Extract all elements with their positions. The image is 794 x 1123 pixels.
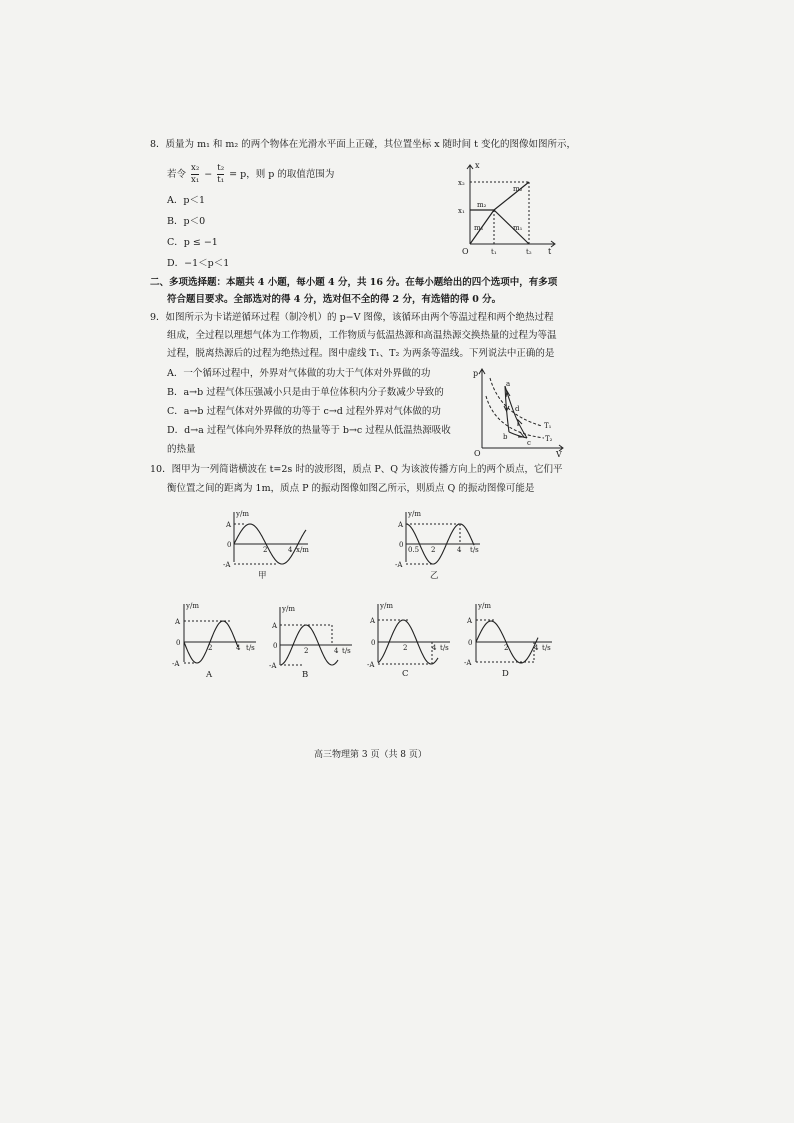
choice-d-amp-pos: A [467, 617, 473, 625]
q8-tick-t2: t₂ [526, 248, 532, 256]
choice-a-amp-pos: A [175, 618, 181, 626]
q8-label-m1-after: m₁ [513, 224, 523, 232]
yi-caption: 乙 [430, 571, 439, 581]
q9-stem-line2: 组成，全过程以理想气体为工作物质，工作物质与低温热源和高温热源交换热量的过程为等温 [167, 330, 557, 341]
q8-stem: 8．质量为 m₁ 和 m₂ 的两个物体在光滑水平面上正碰，其位置坐标 x 随时间 t 变化的图像如图所示， [150, 139, 577, 150]
q9-option-b: B．a→b 过程气体压强减小只是由于单位体积内分子数减少导致的 [167, 387, 444, 398]
choice-d-amp-neg: -A [464, 659, 472, 667]
q10-choice-a-graph [170, 600, 260, 682]
q9-v-label: V [556, 450, 562, 459]
choice-c-origin: 0 [371, 639, 376, 647]
choice-a-amp-neg: -A [172, 660, 180, 668]
jia-x-label: x/m [296, 546, 309, 554]
choice-d-origin: 0 [468, 639, 473, 647]
choice-a-caption: A [206, 670, 213, 680]
q9-label-t1: T₁ [544, 422, 552, 430]
q8-xt-graph [450, 160, 560, 260]
q9-option-c: C．a→b 过程气体对外界做的功等于 c→d 过程外界对气体做的功 [167, 406, 441, 417]
choice-a-origin: 0 [176, 639, 181, 647]
choice-c-amp-pos: A [370, 617, 376, 625]
q9-process-cd [513, 410, 527, 438]
q8-fraction-t: $\frac{\text{t₂}}{\text{t₁}}$ [217, 163, 225, 185]
q10-stem-line2: 衡位置之间的距离为 1m，质点 P 的振动图像如图乙所示，则质点 Q 的振动图像可能是 [167, 483, 535, 494]
q8-tick-x1: x₁ [458, 207, 465, 215]
q8-m1-line-after [494, 210, 529, 244]
choice-a-tick-2: 2 [208, 644, 213, 652]
q9-option-d-cont: 的热量 [167, 444, 196, 455]
choice-b-t-label: t/s [342, 647, 351, 655]
yi-tick-2: 2 [431, 546, 436, 554]
page-footer: 高三物理第 3 页（共 8 页） [314, 750, 427, 760]
jia-amp-neg: -A [223, 561, 231, 569]
choice-c-caption: C [402, 669, 409, 679]
q8-condition-suffix: = p，则 p 的取值范围为 [229, 169, 335, 180]
yi-origin: 0 [399, 541, 404, 549]
q8-label-m1-before: m₁ [474, 224, 484, 232]
q8-tick-t1: t₁ [491, 248, 497, 256]
choice-b-caption: B [302, 670, 309, 680]
q8-option-d: D．−1＜p＜1 [167, 258, 230, 269]
choice-c-amp-neg: -A [367, 661, 375, 669]
yi-amp-pos: A [398, 521, 404, 529]
choice-c-tick-2: 2 [403, 644, 408, 652]
q8-condition-prefix: 若令 [167, 169, 187, 180]
q8-tick-x2: x₂ [458, 179, 465, 187]
q10-figure-yi [394, 508, 484, 584]
q8-option-c: C．p ≤ −1 [167, 237, 218, 248]
q9-stem-line1: 9．如图所示为卡诺逆循环过程（制冷机）的 p−V 图像，该循环由两个等温过程和两个绝热过程 [150, 312, 554, 323]
q10-choice-b-graph [268, 603, 358, 685]
jia-caption: 甲 [258, 571, 267, 581]
yi-tick-4: 4 [457, 546, 462, 554]
q9-stem-line3: 过程，脱离热源后的过程为绝热过程。图中虚线 T₁、T₂ 为两条等温线。下列说法中正确的是 [167, 348, 555, 359]
q9-point-a: a [506, 380, 511, 388]
choice-d-caption: D [502, 669, 509, 679]
choice-c-tick-4: 4 [432, 644, 437, 652]
choice-b-tick-2: 2 [304, 647, 309, 655]
q9-pv-diagram [472, 366, 568, 458]
q9-isotherm-t2 [486, 396, 544, 438]
q8-option-b: B．p＜0 [167, 216, 206, 227]
q9-point-b: b [503, 433, 508, 441]
choice-a-tick-4: 4 [236, 644, 241, 652]
q9-origin-label: O [474, 449, 481, 458]
choice-b-y-label: y/m [282, 605, 295, 613]
choice-d-t-label: t/s [542, 644, 551, 652]
q8-label-m2-after: m₂ [513, 185, 523, 193]
jia-tick-2: 2 [263, 546, 268, 554]
q8-condition: 若令 $\frac{\text{x₂}}{\text{x₁}}$ − $\frac{\text{t₂}}{\text{t₁}}$ = p，则 p 的取值范围为 [167, 163, 335, 185]
jia-y-label: y/m [236, 510, 249, 518]
jia-amp-pos: A [226, 521, 232, 529]
q8-option-a: A．p＜1 [167, 195, 205, 206]
q8-label-m2-before: m₂ [477, 201, 487, 209]
q10-figure-jia [222, 508, 312, 584]
q10-choice-d-graph [462, 600, 558, 682]
section2-heading-line1: 二、多项选择题：本题共 4 小题，每小题 4 分，共 16 分。在每小题给出的四个选项中，有多项 [150, 277, 558, 288]
choice-b-amp-pos: A [272, 622, 278, 630]
choice-d-tick-4: 4 [534, 644, 539, 652]
q10-stem-line1: 10．图甲为一列简谐横波在 t=2s 时的波形图，质点 P、Q 为该波传播方向上的两个质点，它们平 [150, 464, 563, 475]
choice-d-tick-2: 2 [504, 644, 509, 652]
jia-origin: 0 [227, 541, 232, 549]
q9-option-d: D．d→a 过程气体向外界释放的热量等于 b→c 过程从低温热源吸收 [167, 425, 451, 436]
jia-tick-4: 4 [288, 546, 293, 554]
yi-amp-neg: -A [395, 561, 403, 569]
q10-choice-c-graph [366, 600, 456, 682]
choice-b-amp-neg: -A [269, 662, 277, 670]
q8-x-axis-label: x [475, 161, 480, 170]
choice-d-y-label: y/m [478, 602, 491, 610]
q9-label-t2: T₂ [545, 435, 553, 443]
choice-c-t-label: t/s [440, 644, 449, 652]
choice-a-y-label: y/m [186, 602, 199, 610]
q8-m2-line-after [494, 182, 529, 210]
yi-tick-0-5: 0.5 [408, 546, 420, 554]
choice-c-y-label: y/m [380, 602, 393, 610]
q9-point-c: c [527, 439, 531, 447]
q8-fraction-x: $\frac{\text{x₂}}{\text{x₁}}$ [191, 163, 200, 185]
yi-x-label: t/s [470, 546, 479, 554]
q9-p-label: p [473, 369, 479, 378]
section2-heading-line2: 符合题目要求。全部选对的得 4 分，选对但不全的得 2 分，有选错的得 0 分。 [167, 294, 502, 305]
choice-b-origin: 0 [273, 642, 278, 650]
q8-t-axis-label: t [548, 247, 552, 256]
q9-point-d: d [515, 405, 520, 413]
q9-option-a: A．一个循环过程中，外界对气体做的功大于气体对外界做的功 [167, 368, 431, 379]
choice-a-t-label: t/s [246, 644, 255, 652]
q8-origin-label: O [462, 247, 469, 256]
yi-y-label: y/m [408, 510, 421, 518]
choice-b-tick-4: 4 [334, 647, 339, 655]
